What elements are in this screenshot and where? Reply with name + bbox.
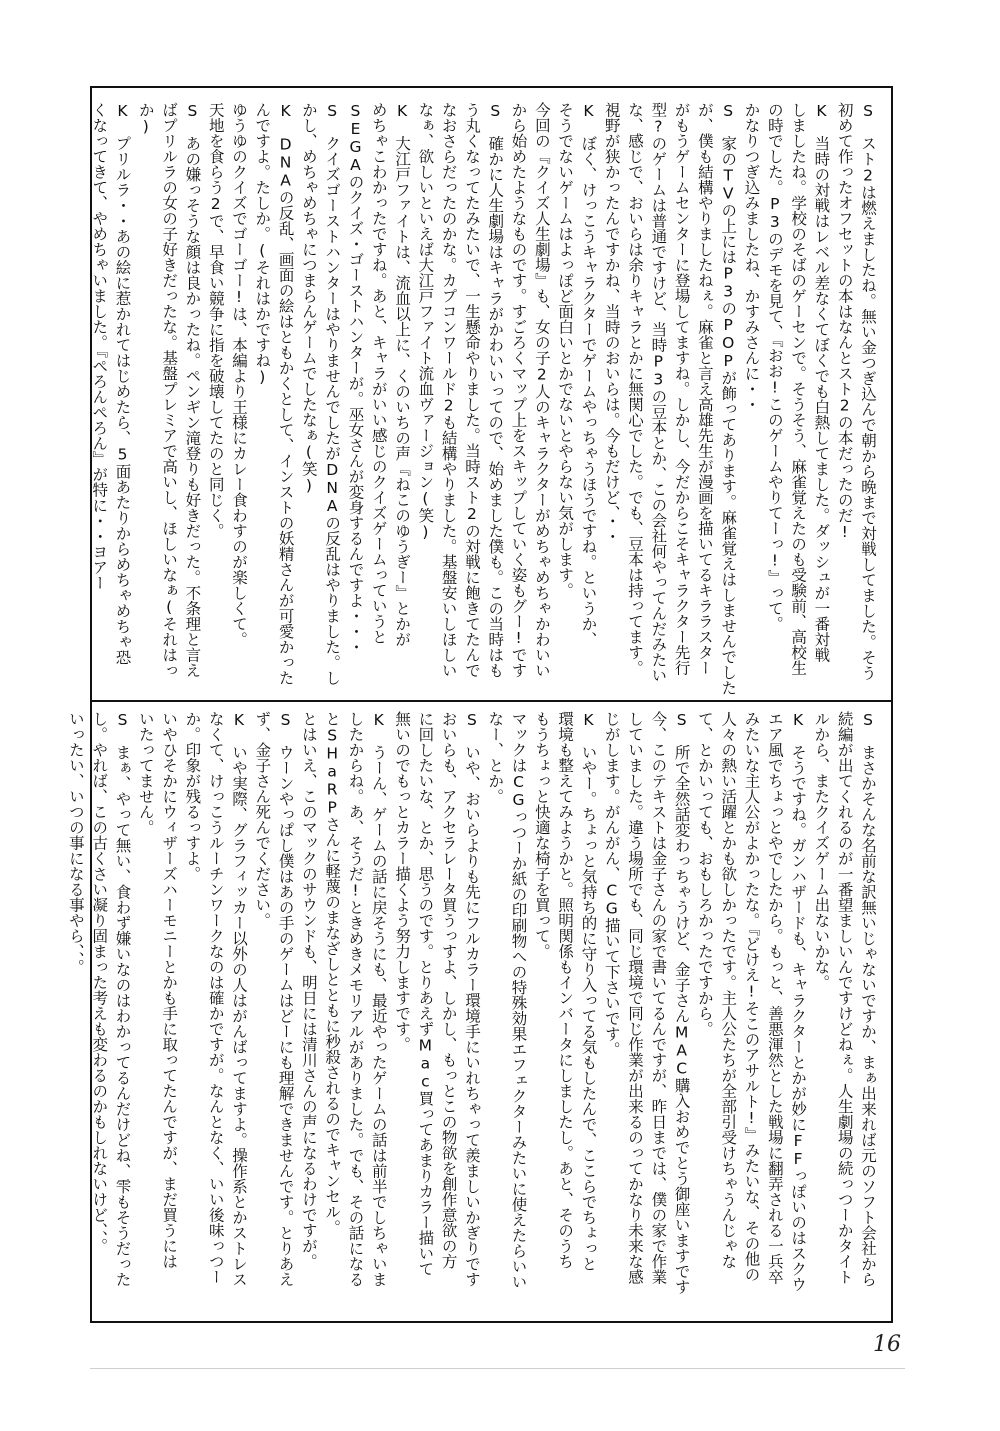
- text-line: しましたね。学校のそばのゲーセンで。そうそう、麻雀覚えたのも受験前、高校生: [789, 102, 808, 676]
- text-line: S ウーンやっぱし僕はあの手のゲームはどーにも理解できませんです。とりあえ: [276, 711, 295, 1287]
- text-line: K いや実際、グラフィッカー以外の人はがんばってますよ。操作系とかストレス: [229, 711, 248, 1287]
- text-line: 人々の熱い活躍とかも欲しかったです。主人公たちが全部引受けちゃうんじゃな: [719, 711, 738, 1269]
- interview-section-top: [90, 102, 879, 696]
- text-line: 視野が狭かったんですかね、当時のおいらは。今もだけど、・・: [602, 102, 621, 544]
- text-line: 天地を食らう2で、早食い競争に指を破壊してたのと同じく。: [206, 102, 225, 539]
- text-line: じがします。がんがん、CG描いて下さいです。: [602, 711, 621, 1057]
- text-line: ゆうゆのクイズでゴーゴー!は、本編より王様にカレー食わすのが楽しくて。: [229, 102, 248, 647]
- text-line: とはいえ、このマックのサウンドも、明日には清川さんの声になるわけですが。: [299, 711, 318, 1269]
- text-line: いやひそかにウィザーズハーモニーとかも手に取ってたんですが、まだ買うには: [160, 711, 179, 1269]
- text-line: K プリルラ・・あの絵に惹かれてはじめたら、5面あたりからめちゃめちゃ恐: [113, 102, 132, 665]
- text-line: 今回の『クイズ人生劇場』も、女の子2人のキャラクターがめちゃめちゃかわいい: [532, 102, 551, 678]
- text-line: に回したいな、とか、思うのです。とりあえずMac買ってあまりカラー描いて: [416, 711, 435, 1277]
- text-line: なー、とか。: [486, 711, 505, 804]
- text-line: いったい、いつの事になる事やら、、。: [66, 711, 85, 975]
- text-line: ず、金子さん死んでください。: [253, 711, 272, 928]
- text-line: エア風でちょっとやでしたから。もっと、善悪渾然とした戦場に翻弄される一兵卒: [765, 711, 784, 1285]
- interview-section-bottom: [66, 711, 879, 1309]
- text-line: そうでないゲームはよっぽど面白いとかでないとやらない気がします。: [556, 102, 575, 598]
- text-line: SEGAのクイズ・ゴーストハンターが。巫女さんが変身するんですよ・・・: [346, 102, 365, 655]
- text-line: S まさかそんな名前な訳無いじゃないですか、まぁ出来れば元のソフト会社から: [859, 711, 877, 1287]
- text-line: う丸くなってたみたいで、一生懸命やりました。当時スト2の対戦に飽きてたんで: [462, 102, 481, 678]
- text-line: か): [136, 102, 155, 136]
- text-line: 型?のゲームは普通ですけど、当時P3の豆本とか、この会社何やってんだみたい: [649, 102, 668, 683]
- text-line: ルから、またクイズゲーム出ないかな。: [812, 711, 831, 990]
- text-line: みたいな主人公がよかったな。『どけえ!そこのアサルト!』みたいな、その他の: [742, 711, 761, 1282]
- text-line: 無いのでもっとカラー描くよう努力しますです。: [393, 711, 412, 1052]
- text-line: S まぁ、やって無い、食わず嫌いなのはわかってるんだけどね、雫もそうだった: [113, 711, 132, 1287]
- text-line: なくて、けっこうルーチンワークなのは確かですが。なんとなく、いい後味っつー: [206, 711, 225, 1285]
- text-line: K DNAの反乱、画面の絵はともかくとして、インストの妖精さんが可愛かった: [276, 102, 295, 686]
- text-line: S 所で全然話変わっちゃうけど、金子さんMAC購入おめでとう御座いますです: [672, 711, 691, 1295]
- page-number: 16: [873, 1332, 901, 1357]
- text-line: S 家のTVの上にはP3のPOPが飾ってあります。麻雀覚えはしませんでした: [719, 102, 738, 696]
- text-line: 環境も整えてみようかと。照明関係もインバータにしましたし。あと、そのうち: [556, 711, 575, 1269]
- text-line: K そうですね。ガンハザードも、キャラクターとかが妙にFFっぽいのはスクウ: [789, 711, 808, 1292]
- text-line: がもうゲームセンターに登場してますね。しかし、今だからこそキャラクター先行: [672, 102, 691, 676]
- text-line: K ぼく、けっこうキャラクターでゲームやっちゃうほうですね。というか、: [579, 102, 598, 647]
- text-line: な、感じで、おいらは余りキャラとかに無関心でした。でも、豆本は持ってます。: [626, 102, 645, 676]
- text-line: S あの嫌っそうな顔は良かったね。ペンギン滝登りも好きだった。不条理と言え: [183, 102, 202, 678]
- page-bottom-rule: [90, 1368, 905, 1369]
- text-line: めちゃこわかったですね。あと、キャラがいい感じのクイズゲームっていうと: [369, 102, 388, 645]
- text-line: いたってません。: [136, 711, 155, 835]
- text-line: が、僕も結構やりましたねぇ。麻雀と言え高雄先生が漫画を描いてるキララスター: [695, 102, 714, 676]
- text-line: なおさらだったのかな。カプコンワールド2も結構やりました。基盤安いしほしい: [439, 102, 458, 678]
- text-line: S 確かに人生劇場はキャラがかわいいってので、始めました僕も。この当時はも: [486, 102, 505, 678]
- text-line: K いやー。ちょっと気持ち的に守り入ってる気もしたんで、ここらでちょっと: [579, 711, 598, 1272]
- text-line: 続編が出てくれるのが一番望ましいんですけどねぇ。人生劇場の続っつーかタイト: [835, 711, 854, 1285]
- text-line: かし、めちゃめちゃにつまらんゲームでしたなぁ(笑): [299, 102, 318, 495]
- text-line: 今、このテキストは金子さんの家で書いてるんですが、昨日までは、僕の家で作業: [649, 711, 668, 1285]
- text-line: K 大江戸ファイトは、流血以上に、くのいちの声『ねこのゆうぎー』とかが: [393, 102, 412, 647]
- text-line: の時でした。P3のデモを見て、『おお!このゲームやりてーっ!』って。: [765, 102, 784, 632]
- text-line: とSHaRPさんに軽蔑のまなざしとともに秒殺されるのでキャンセル。: [323, 711, 342, 1235]
- text-line: マックはCGっつーか紙の印刷物への特殊効果エフェクターみたいに使えたらいい: [509, 711, 528, 1290]
- text-line: くなってきて、やめちゃいました。『ぺろんぺろん』が特に・・ヨアー: [90, 102, 109, 591]
- text-line: ばプリルラの女の子好きだったな。基盤プレミアで高いし、ほしいなぁ(それはっ: [160, 102, 179, 678]
- text-line: なぁ、欲しいといえば大江戸ファイト流血ヴァージョン(笑): [416, 102, 435, 541]
- text-line: もうちょっと快適な椅子を買って。: [532, 711, 551, 959]
- section-divider: [92, 700, 891, 702]
- text-line: K 当時の対戦はレベル差なくてぼくでも白熱してました。ダッシュが一番対戦: [812, 102, 831, 663]
- text-line: S スト2は燃えましたね。無い金つぎ込んで朝から晩まで対戦してました。そう: [859, 102, 877, 681]
- text-line: おいらも、アクセラレータ買うっすよ、しかし、もっとこの物欲を創作意欲の方: [439, 711, 458, 1269]
- text-line: て、とかいっても、おもしろかったですから。: [695, 711, 714, 1037]
- text-line: K うーん、ゲームの話に戻そうにも、最近やったゲームの話は前半でしちゃいま: [369, 711, 388, 1287]
- text-line: んですよ。たしか。(それはかですね): [253, 102, 272, 386]
- text-line: していました。違う場所でも、同じ環境で同じ作業が出来るのってかなり未来な感: [626, 711, 645, 1285]
- interview-frame: [66, 86, 893, 1323]
- text-line: し。やれば、この古くさい凝り固まった考えも変わるのかもしれないけど、、。: [90, 711, 109, 1254]
- text-line: から始めたようなものです。すごろくマップ上をスキップしていく姿もグー!です: [509, 102, 528, 678]
- text-line: かなりつぎ込みましたね、かすみさんに・・: [742, 102, 761, 412]
- text-line: か。印象が残るっすよ。: [183, 711, 202, 882]
- text-line: したからね。あ、そうだ!ときめきメモリアルがありました。でも、その話になる: [346, 711, 365, 1287]
- text-line: S クイズゴーストハンターはやりませんでしたがDNAの反乱はやりました。し: [323, 102, 342, 686]
- text-line: S いや、おいらよりも先にフルカラー環境手にいれちゃって羨ましいかぎりです: [462, 711, 481, 1287]
- text-line: 初めて作ったオフセットの本はなんとスト2の本だったのだ!: [835, 102, 854, 541]
